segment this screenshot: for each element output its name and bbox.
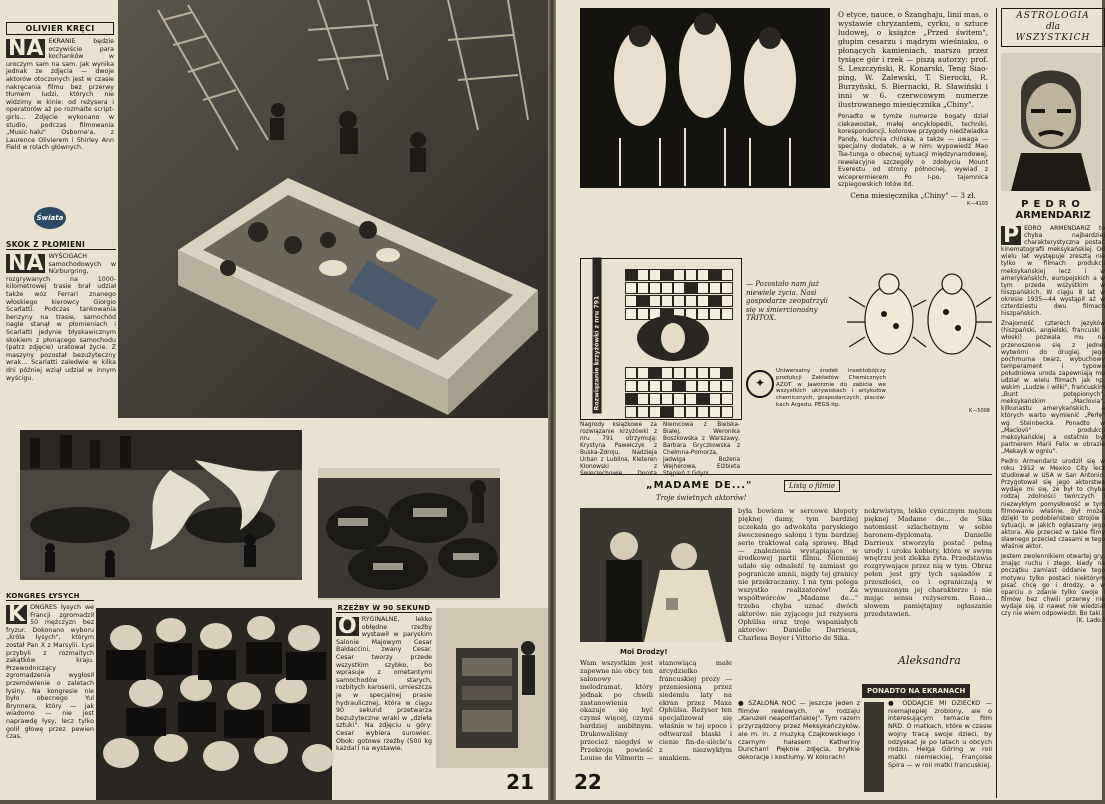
madame-subtitle: Troje świetnych aktorów!: [656, 494, 747, 502]
azot-emblem-icon: ✦: [746, 370, 774, 398]
olivier-article: [6, 22, 114, 200]
armendariz-body: EDRO ARMENDARIZ to chyba najbardziej charakterystyczna postać kinematografii meksykańskiej. Od wielu lat występuje zresztą nie tylko w filmach produkcji meksykańskiej lecz i w amerykańskich, europejskich a w tym przede wszystkim w hiszpańskich. W ciągu 8 lat w okresie 1935—44 wystąpił aż w czterdziestu dwu filmach hiszpańskich.: [1001, 225, 1105, 318]
madame-col-3: nokrwistym, lekko cynicznym mężem pięknej Madame de... de Sika natomiast szlachetnym w sobie baronem-dyplomatą. Danielle Darrieux stworzyła postać pełną urody i uroku kobiety, która w swym wnętrzu jest zlekka żyta. Przedstawia rozgrywające przez nią w tym. Obraz pełen jest gry tych sąsiadów z przeszłości, co i ograniczają w wymuszonym jej charakterze i nie mając sensu reżyserem. Rasa... słowem pamiętajmy ogłaszanie przedstawień.: [864, 507, 992, 618]
china-price: Cena miesięcznika „Chiny" — 3 zł.: [850, 190, 976, 200]
crossword-portrait: [637, 315, 709, 361]
rzezby-article: [336, 604, 432, 800]
crossword-side-label: Rozwiązanie krzyżówki z nru 791: [593, 258, 602, 414]
tritox-code: K—5008: [968, 408, 990, 414]
madame-tag: Listą o filmie: [784, 480, 840, 492]
madame-col-1: Wam wszystkim jest zapewne nie obcy ten salonowy melodramat, który jednak po chwili zastanowienia okazuje się być czymś więcej, czymś bardziej ambitnym. Drukowaliśmy przecież niegdyś w Przekroju powieść Louise de Vilmorin — stanowiącą małe arcydziełko francuskiej prozy — przeniesioną przez siedemlu laty na ekran przez Maxa Ophülsa. Reżyser ten specjalizował się właśnie w tej epoce i odtwarzał blaski i cienie fin-de-siècle'u z niezwykłym smakiem.: [580, 659, 732, 762]
ponadto-col-2: ● ODDAJCIE MI DZIECKO — niemajlepiej zrobiony, ale o interesującym temacie film NRD. O matkach, które w czasie wojny tracą swoje dzieci, by odzyskać je po latach u obcych rodzin. Helga Göring w roli matki niemieckiej, Françoise Spira — w roli matki francuskiej.: [888, 699, 992, 769]
armendariz-body-2: Znajomość czterech języków (hiszpański, angielski, francuski i włoski) pozwala mu na przenoszenie się z jednej wytwórni do drugiej. Jego pochmurna twarz, wybuchowy temperament i typowo południowa uroda zapewniają mu udział w wielu filmach jak np. wskim „Ludzie i wilki", francuskim „Bunt potępionych", meksykańskim „Maclovia", kilkunastu amerykańskich, a których warto wymienić „Perłę" wg Steinbecka. Ponadto w „Maclovii" produkcji meksykańskiej a ostatnio był partnerem Marii Felix w obrazie „Mekayk w ogniu".: [1001, 320, 1105, 455]
studio-overhead-photo: [118, 0, 548, 418]
olivier-body: EKRANIE będzie oczywiście para kochanków w uroczym sam na sam. Jak wynika jednak ze zdjęcia — dwoje aktorów otoczonych jest w czasie nakręcania filmu bez przerwy tłumem ludzi, których nie widzimy w kinie: od reżysera i operatorów aż po rozmaite script-girls... Zdjęcie wykonano w studio, podczas filmowania „Music-halu" Osborne'a, z Laurence Olivierem i Shirley Ann Field w rolach głównych.: [6, 38, 114, 152]
crossword-panel: [580, 258, 742, 420]
olivier-dropcap: NA: [8, 36, 44, 61]
kongres-heading: KONGRES ŁYSYCH: [6, 592, 94, 601]
armendariz-body-4: Jestem zwolennikiem otwartej gry, znając ruchu i złego, kiedy na początku zamiast oddanie tego motywu tylko postaci niektórym pisać chcę go i drodzy, a w oparciu o zdanie tylko swoje i filmów bez chwili przerwy nie wydaje się, iż nawet nie wiedział czy nie wiem odpowiedzi. Bo taki.: [1001, 553, 1105, 617]
armendariz-dropcap: P: [1003, 223, 1020, 248]
tritox-quote: — Pozostało nam już niewiele życia. Nasi gospodarze zeopatrzyli się w śmiercionośny TRITOX.: [746, 280, 829, 323]
crossword-grid: [625, 269, 732, 320]
bald-congress-photo: [96, 608, 332, 800]
race-fire-photo: [20, 430, 302, 580]
crossword-winners: Nagrody książkowe za rozwiązanie krzyżówki z nru 791 otrzymują: Krystyna Pawełczyk z Buska-Zdroju, Nadzieja Urban z Lublina, Kleteren Klonowski z Niemcowa z Bielska-Białej, Weronika Boszkowska z Warszawy, Barbara Gryczkowska z Chełmna-Pomorza, Jadwiga Bożena Wejherowa, Elżbieta: [580, 422, 740, 470]
armendariz-name: [1001, 199, 1105, 221]
kongres-dropcap: K: [8, 602, 26, 627]
china-body: O etyce, nauce, o Szanghaju, linii mas, o wystawie chryzantem, cyrku, o sztuce ludowej, o książce „Przed świtem", głupim cesarzu i mądrym wieśniaku, o płonących kamieniach, marszu przez tysiące gór i rzek — piszą autorzy: prof. S. Leszczyński, R. Konarski, Teng Siao-ping, W. Zalewski, T. Sierocki, R. Burzyński, S. Biernacki, R. Sławiński i inni w 6. czerwcowym numerze ilustrowanego miesięcznika „Chiny".: [838, 10, 988, 109]
ponadto-col-1: ● SZALONA NOC — jeszcze jeden z filmów rewiowych, w rodzaju „Karuzeli neapolitańskiej". Tym razem przyrządzony przez Meksykańczyków, ale m. in. z muzyką Czajkowskiego i czarnym hałasem Katheriny Dunchan! Pięknie zdjęcia, bryłkie dekoracje i kostiumy. W kolorach!: [738, 699, 860, 761]
ponadto-still: [864, 702, 884, 792]
olivier-heading: OLIVIER KRĘCI: [6, 22, 114, 35]
scrapped-cars-photo: [318, 468, 500, 600]
astrologia-sidebar: [996, 8, 1105, 798]
astrologia-title-line-1: ASTROLOGIA: [1016, 11, 1090, 21]
armendariz-signature: (K. Lado.): [1076, 617, 1105, 625]
astrologia-title: [1001, 8, 1105, 47]
kongres-article: [6, 592, 94, 792]
skok-heading: SKOK Z PŁOMIENI: [6, 240, 116, 250]
page-number-right: 22: [574, 770, 602, 794]
page-number-left: 21: [506, 770, 534, 794]
tritox-body: Uniwersalny środek insektobójczy produkcji Zakładów Chemicznych AZOT w Jaworznie do zabicia we wszystkich ukrywiskach i artykułów chemicznych, gospodarczych, piaców-kach Argedu, PEGS itp.: [776, 368, 886, 408]
spine-gutter: [548, 0, 556, 800]
ponadto-heading: PONADTO NA EKRANACH: [862, 684, 970, 698]
skok-article: [6, 240, 116, 432]
madame-col-2: była bowiem w sercowe kłopoty pięknej damy, tym bardziej uczekała go adwokata paryskiego śweczesnego sałonu i tym bardziej serie traktował całą sprawę. Błąd — znalezienia wystąpiające w środkowej partii filmu. Niemniej udało się odnaleźć tę zamiast go pogranicze amnii, nigdy tej granicy nie przekraczamy. I na tym polega wszystko realizatorów! Za współtwórców „Madame de..." trzeba chyba uznać dwóch aktorów: nie zyjącego już reżysera Ophülsa oraz troje wspaniałych aktorów: Danielle Darrieux, Charlesa Boyer i Vittorio de Sika.: [738, 507, 858, 642]
tritox-ad: [746, 262, 996, 422]
armendariz-name-line-2: ARMENDARIZ: [1015, 210, 1091, 221]
armendariz-portrait: [1001, 53, 1101, 191]
armendariz-body-3: Pedro Armendariz urodził się w roku 1912 w Mexico City lecz studiował w USA w San Antonio. Przygotował się jego aktorstwa wydaje mi się, że był to chyba rodzaj zdolności twórczych i niezwykłym pomysłowość w tym filmowaniu właśnie. Był może, dzięki to podobieństwo strojów i sytuacji, w jakich ogłaszany jego aktora. Ale przecież w takie filmy sławnego przecież czasami w tego właśnie aktor.: [1001, 458, 1105, 551]
skok-body: WYŚCIGACH samochodowych w Nürburgring, rozgrywanych na 1000-kilometrowej trasie brał udział także wóz Ferrari znanego włoskiego kierowcy Giorgio Scarlatti. Podczas tankowania benzyny na trasie, samochód nagle stanął w płomieniach i Scarlatti jedynie błyskawicznym skokiem z płonącego samochodu (patrz zdjęcie) uratował życie. Z maszyny pozostał bezużyteczny wrak... Scarlatti zaledwie w kilka dni później wziął udział w innym wyścigu.: [6, 253, 116, 382]
astrologia-title-line-3: WSZYSTKICH: [1015, 33, 1091, 43]
right-page: [556, 0, 1105, 800]
skok-dropcap: NA: [8, 251, 44, 276]
armendariz-name-line-1: PEDRO: [1021, 199, 1085, 210]
kongres-body: ONGRES łysych we Francji zgromadził 50 mężczyzn bez fryzur. Dokonano wyboru „króla łysych", którym został Pan X z Marsylii. Łysi przybyli z rozmaitych zakątków kraju. Przewodniczący zgromadzenia wygłosił przemówienie o zaletach łysiny. Na kongresie nie było obecnego Yul Brynnera, który — jak wiadomo — nie jest naprawdę łysy, lecz tylko golił głowę przez pewien czas.: [6, 604, 94, 741]
crossword-grid-bottom: [625, 367, 732, 418]
madame-top-rule: [580, 474, 992, 475]
rzezby-heading: RZEŹBY W 90 SEKUND: [337, 604, 431, 612]
china-dancers-photo: [580, 8, 830, 188]
madame-title: „MADAME DE...": [646, 480, 753, 491]
beetles-illustration: [844, 262, 994, 362]
sculpture-photo: [436, 608, 548, 768]
swiata-logo: Świata: [34, 207, 66, 229]
madame-salutation: Moi Drodzy!: [620, 648, 668, 656]
china-code: K—4103: [966, 200, 988, 207]
rzezby-body: RYGINALNE, lekko obłędne rzeźby wystawił w paryskim Salonie Majowym Cesar Baldaccini, zwany Cesar. Cesar tworzy przede wszystkim szybko, bo wprasuje z ometantymi samochodów starych, rozbitych karoserii, umieszcza je w specjalnej prasie hydraulicznej, która w ciągu 90 sekund przetwarza bezużyteczne wraki w „dzieła sztuki". Na zdjęciu u góry: Cesar wybiera surowiec. Obok: gotowe rzeźby (500 kg każda!) na wystawie.: [336, 616, 432, 753]
madame-film-still: [580, 508, 732, 642]
madame-signature: Aleksandra: [898, 654, 961, 667]
china-body-2: Ponadto w tymże numerze bogaty dział ciekawostek, małej encyklopedii, techniki, korespondencji, kolorowe przygody niedźwiadka Pandy, kuchnia chińska, a także — uwaga — specjalny dodatek, a w nim: wypowiedź Mao Tse-tunga o obecnej sytuacji międzynarodowej, rewelacyjne szczegóły o zdobyciu Mount Everestu od strony północnej, wywiad z wiceprermierem Po I-po, tajemnica szpiegowskich lotów itd.: [838, 113, 988, 189]
rzezby-dropcap: O: [338, 614, 357, 639]
astrologia-title-line-2: dla: [1045, 22, 1060, 32]
left-page: [0, 0, 548, 800]
